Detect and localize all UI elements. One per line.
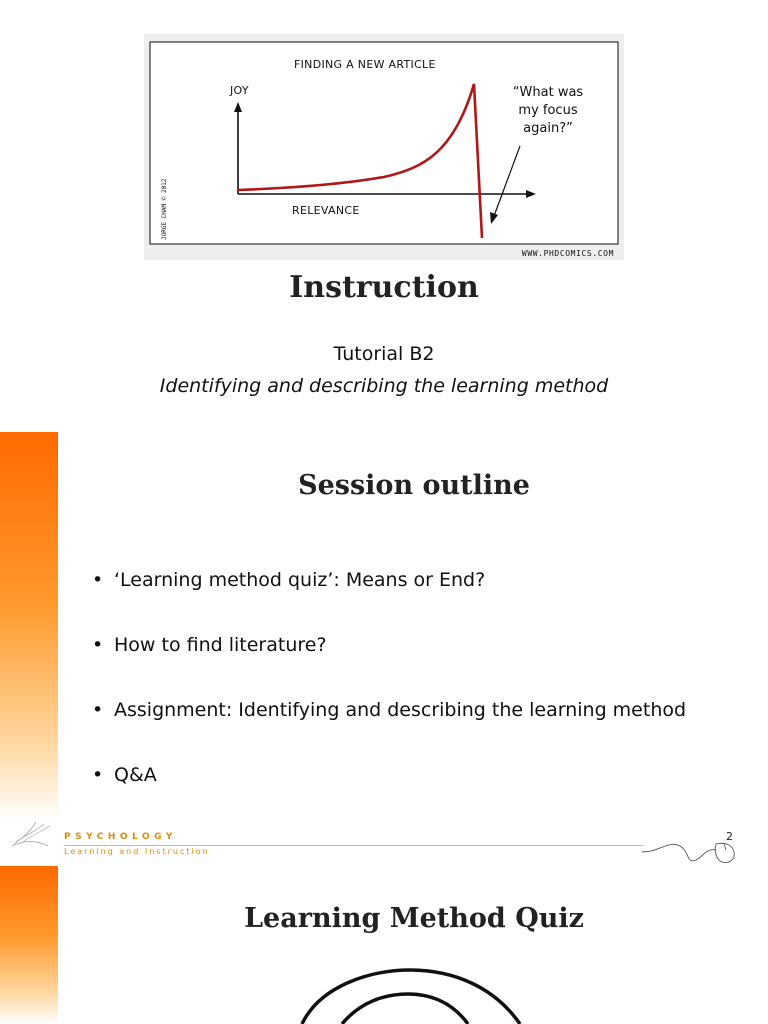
comic-title: FINDING A NEW ARTICLE	[294, 58, 436, 71]
footer-divider	[64, 845, 644, 846]
slide-title: Instruction	[289, 270, 479, 305]
comic-credit: WWW.PHDCOMICS.COM	[521, 249, 614, 258]
page-number: 2	[726, 830, 733, 843]
outline-list	[92, 568, 752, 828]
comic-drawing	[144, 34, 624, 260]
footer-subtitle: Learning and Instruction	[64, 847, 210, 856]
comic-quote-line-2: my focus	[518, 103, 578, 118]
orange-side-bar	[0, 866, 58, 1024]
comic-author: JORGE CHAM © 2012	[161, 178, 168, 240]
session-outline-title: Session outline	[298, 470, 530, 501]
list-item: • Q&A	[92, 763, 752, 828]
comic-x-label: RELEVANCE	[292, 204, 360, 217]
book-logo-icon	[10, 820, 70, 850]
comic-image	[144, 34, 624, 260]
comic-quote-line-1: “What was	[512, 85, 584, 100]
sketch-drawing	[290, 962, 530, 1024]
slide-subtitle: Tutorial B2	[333, 343, 435, 365]
comic-y-label: JOY	[230, 84, 249, 97]
mouse-doodle-icon	[640, 830, 750, 870]
footer-department: PSYCHOLOGY	[64, 832, 177, 842]
list-item: • How to find literature?	[92, 633, 752, 698]
quiz-title: Learning Method Quiz	[244, 903, 584, 934]
list-item: • Assignment: Identifying and describing the learning method	[92, 698, 752, 763]
comic-quote-line-3: again?”	[523, 121, 573, 136]
slide-subtitle-italic: Identifying and describing the learning method	[159, 375, 609, 397]
list-item: • ‘Learning method quiz’: Means or End?	[92, 568, 752, 633]
